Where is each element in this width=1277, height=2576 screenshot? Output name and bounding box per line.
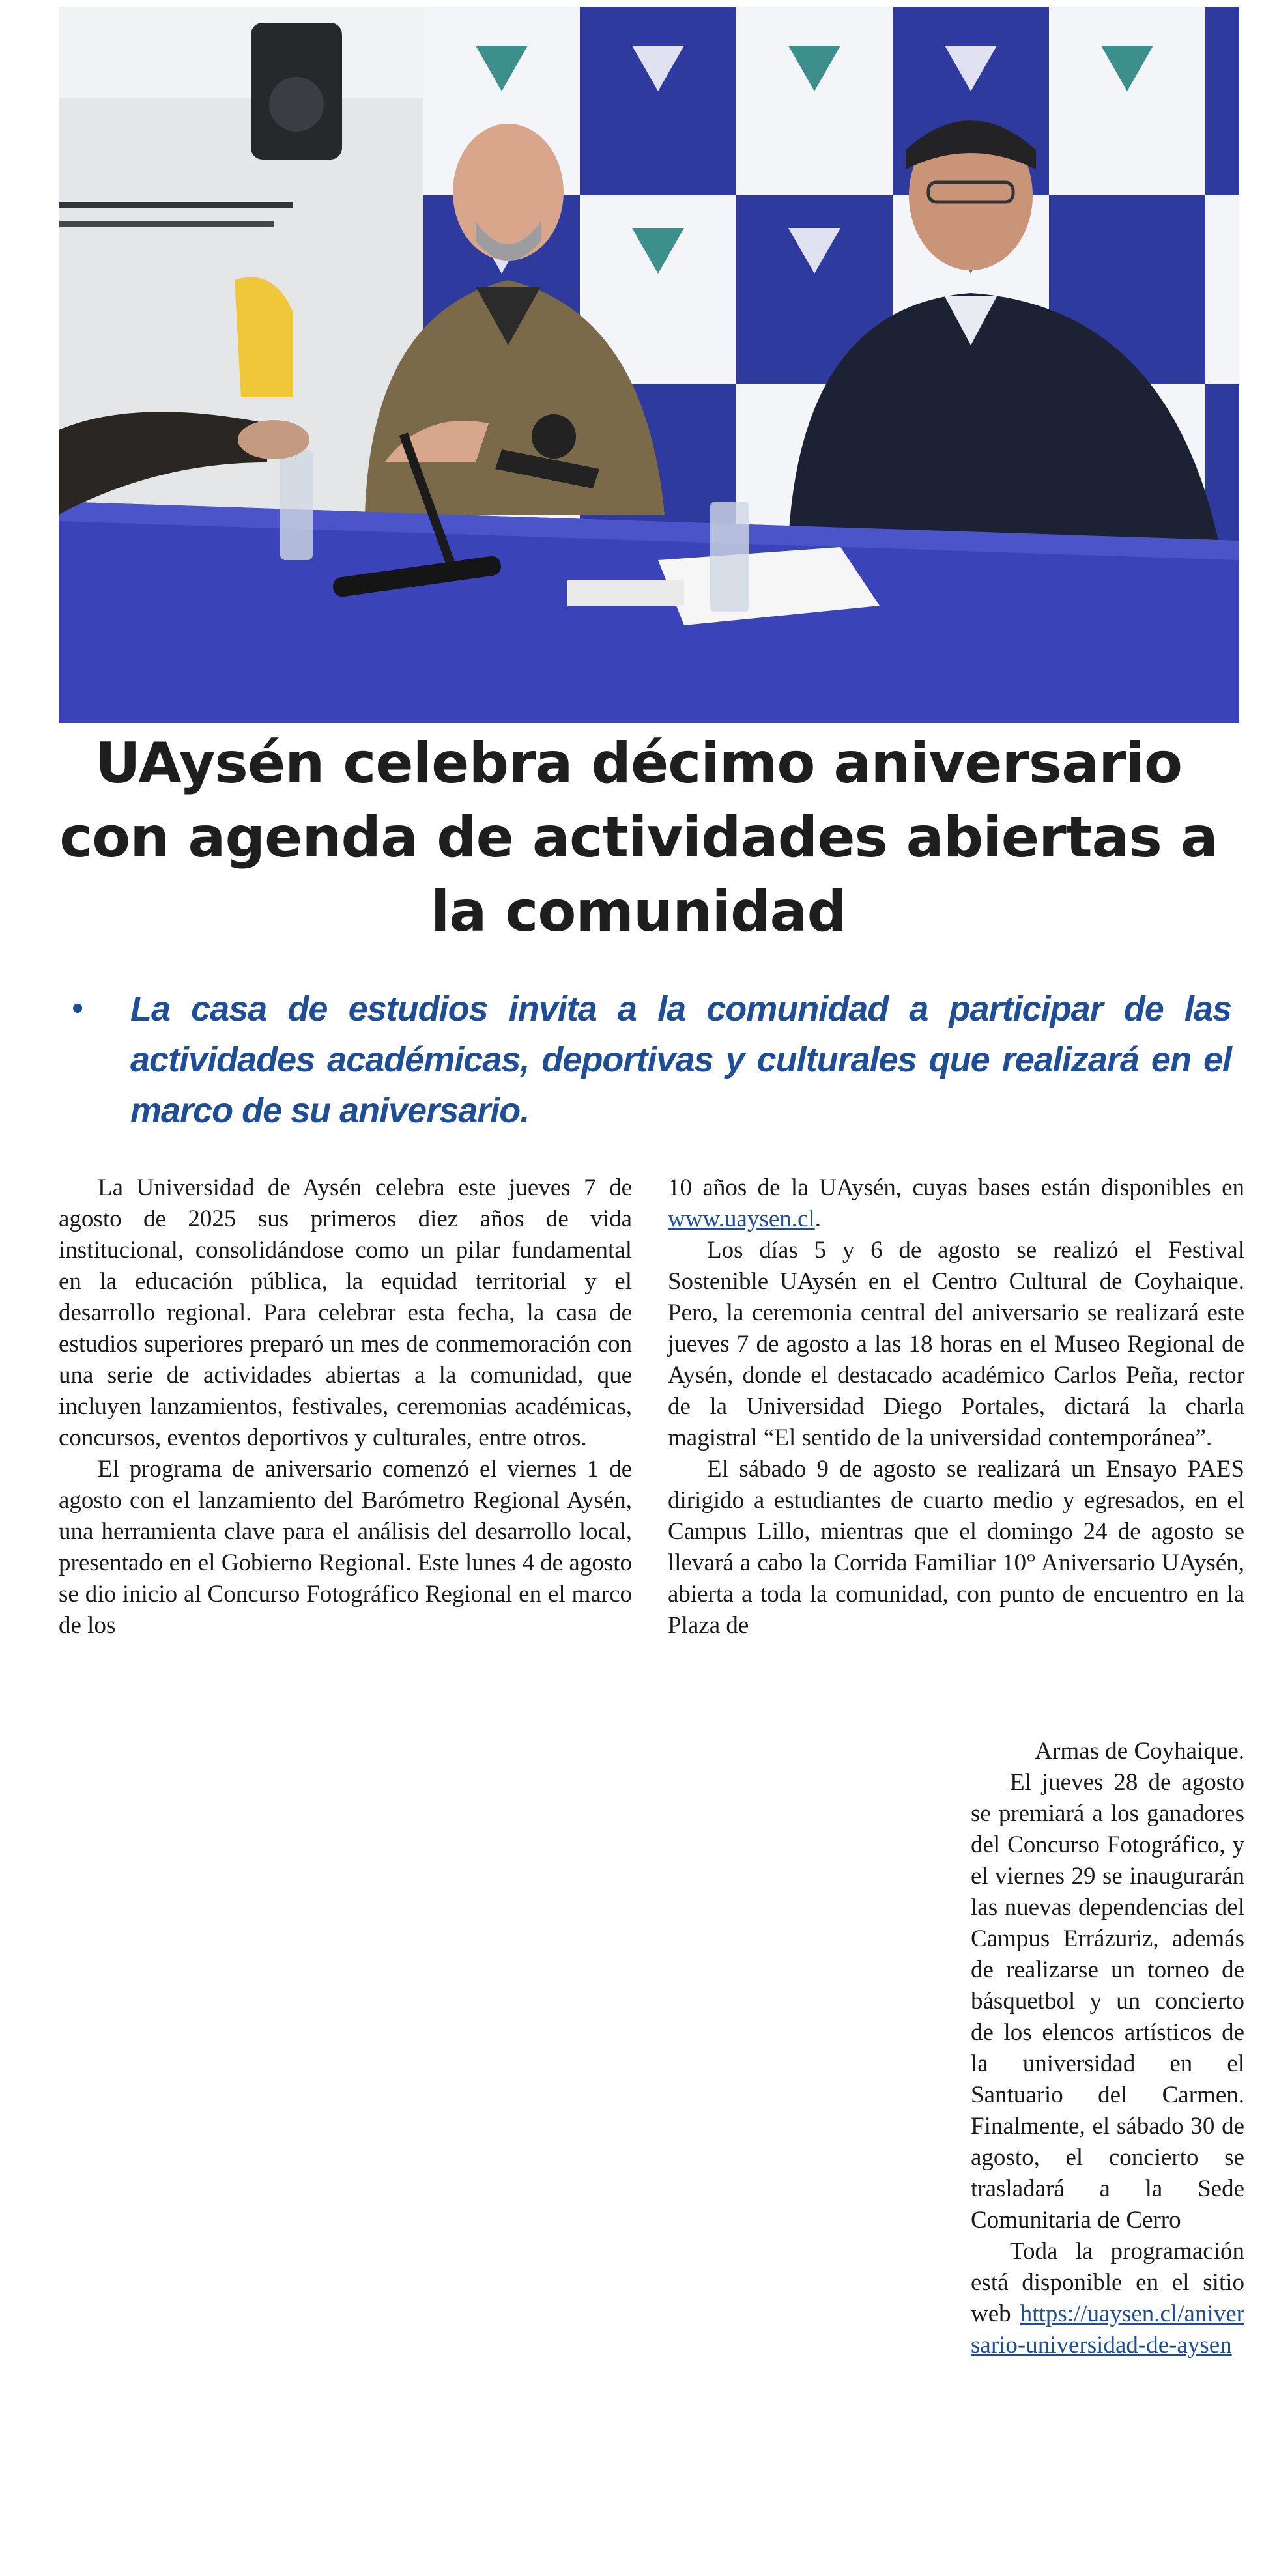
body-paragraph-6-text: Toda la programación está disponible en el sitio web <box>971 2238 1244 2327</box>
anniversary-program-link[interactable]: https://uaysen.cl/aniversario-universidad-de-aysen <box>971 2300 1244 2358</box>
headline: UAysén celebra décimo aniversario con agenda de actividades abiertas a la comunidad <box>59 731 1218 944</box>
body-paragraph-2-cont-text: 10 años de la UAysén, cuyas bases están disponibles en <box>668 1174 1244 1201</box>
body-column-narrow <box>971 1736 1244 2361</box>
body-paragraph-3: Los días 5 y 6 de agosto se realizó el Festival Sostenible UAysén en el Centro Cultural de Coyhaique. Pero, la ceremonia central del aniversario se realizará este jueves 7 de agosto a las 18 horas en el Museo Regional de Aysén, donde el destacado académico Carlos Peña, rector de la Universidad Diego Portales, dictará la charla magistral “El sentido de la universidad contemporánea”. <box>668 1237 1244 1451</box>
body-column-right <box>668 1172 1244 1641</box>
press-conference-photo <box>59 7 1239 723</box>
body-paragraph-2: El programa de aniversario comenzó el viernes 1 de agosto con el lanzamiento del Barómetro Regional Aysén, una herramienta clave para el análisis del desarrollo local, presentado en el Gobierno Regional. Este lunes 4 de agosto se dio inicio al Concurso Fotográfico Regional en el marco de los <box>59 1456 632 1639</box>
body-paragraph-6 <box>971 2236 1244 2361</box>
body-paragraph-4: El sábado 9 de agosto se realizará un Ensayo PAES dirigido a estudiantes de cuarto medio y egresados, en el Campus Lillo, mientras que el domingo 24 de agosto se llevará a cabo la Corrida Familiar 10° Aniversario UAysén, abierta a toda la comunidad, con punto de encuentro en la Plaza de <box>668 1456 1244 1639</box>
body-paragraph-2-end: . <box>814 1206 821 1232</box>
body-paragraph-5: El jueves 28 de agosto se premiará a los ganadores del Concurso Fotográfico, y el viernes 29 se inaugurarán las nuevas dependencias del Campus Errázuriz, además de realizarse un torneo de básquetbol y un concierto de los elencos artísticos de la universidad en el Santuario del Carmen. Finalmente, el sábado 30 de agosto, el concierto se trasladará a la Sede Comunitaria de Cerro <box>971 1769 1244 2233</box>
lead-summary <box>72 984 1231 1136</box>
lead-text: La casa de estudios invita a la comunidad a participar de las actividades académicas, deportivas y culturales que realizará en el marco de su aniversario. <box>130 989 1231 1130</box>
body-paragraph-1: La Universidad de Aysén celebra este jueves 7 de agosto de 2025 sus primeros diez años de vida institucional, consolidándose como un pilar fundamental en la educación pública, la equidad territorial y el desarrollo regional. Para celebrar esta fecha, la casa de estudios superiores preparó un mes de conmemoración con una serie de actividades abiertas a la comunidad, que incluyen lanzamientos, festivales, ceremonias académicas, concursos, eventos deportivos y culturales, entre otros. <box>59 1174 632 1451</box>
body-paragraph-2-continued <box>668 1172 1244 1235</box>
body-paragraph-4-tail: Armas de Coyhaique. <box>1035 1738 1244 1764</box>
lead-bullet: • <box>72 989 84 1027</box>
uaysen-website-link[interactable]: www.uaysen.cl <box>668 1206 815 1232</box>
photo-illustration <box>59 7 1239 723</box>
body-column-left <box>59 1172 632 1641</box>
